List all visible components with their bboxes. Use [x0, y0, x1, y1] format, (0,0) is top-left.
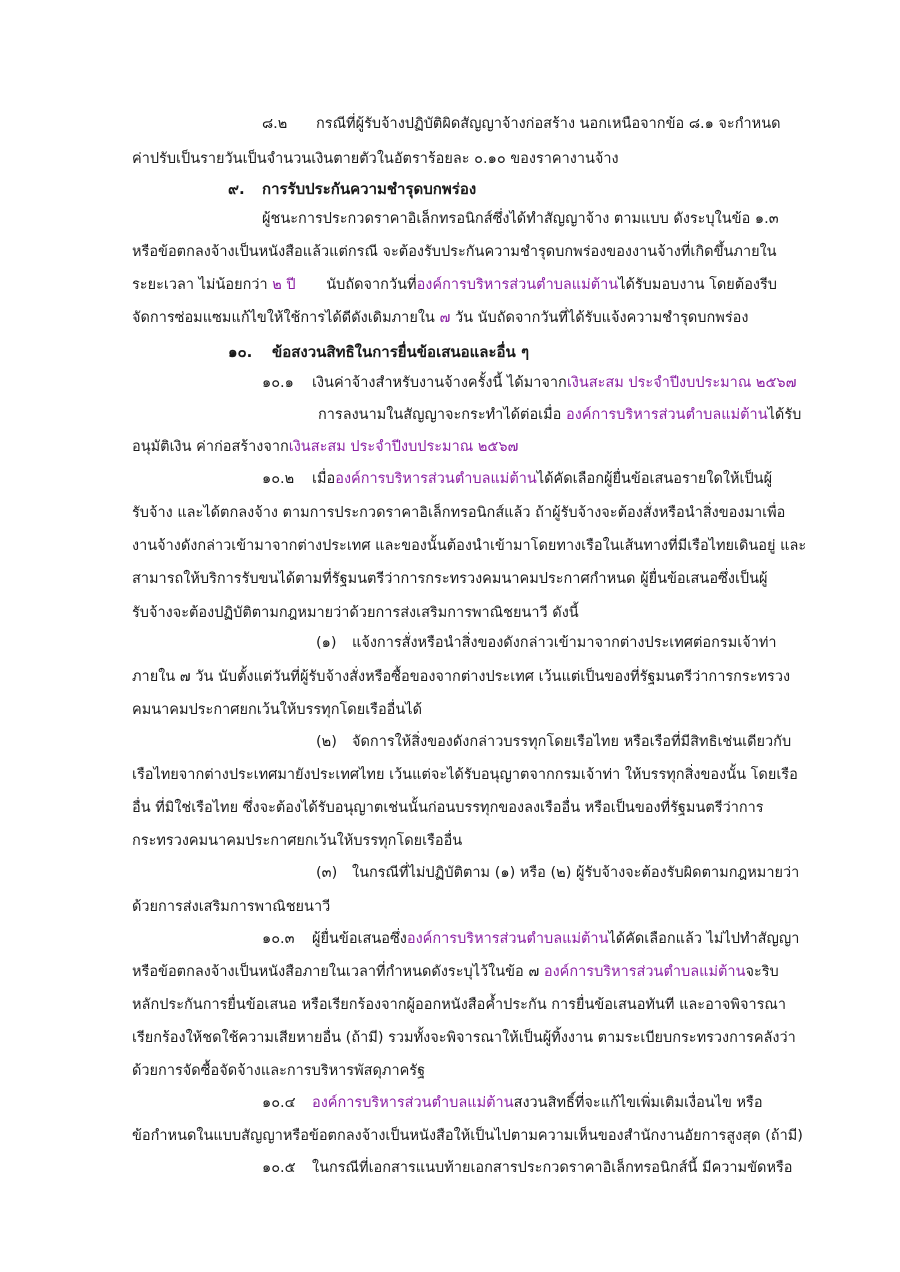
section-9-para-line-1: ผู้ชนะการประกวดราคาอิเล็กทรอนิกส์ซึ่งได้ทำสัญญาจ้าง ตามแบบ ดังระบุในข้อ ๑.๓ [262, 211, 779, 227]
budget-source: เงินสะสม ประจำปีงบประมาณ ๒๕๖๗ [288, 439, 519, 455]
agency-name: องค์การบริหารส่วนตำบลแม่ต้าน [416, 277, 619, 293]
clause-10-3-line-1: ๑๐.๓ ผู้ยื่นข้อเสนอซึ่งองค์การบริหารส่วนตำบลแม่ต้านได้คัดเลือกแล้ว ไม่ไปทำสัญญา [262, 928, 799, 950]
clause-10-2-line-5: รับจ้างจะต้องปฏิบัติตามกฎหมายว่าด้วยการส่งเสริมการพาณิชยนาวี ดังนี้ [132, 605, 579, 621]
section-number: ๑๐. [228, 343, 253, 361]
item-1-line-2: ภายใน ๗ วัน นับตั้งแต่วันที่ผู้รับจ้างสั่งหรือซื้อของจากต่างประเทศ เว้นแต่เป็นของที่รัฐมนตรีว่าการกระทรวง [132, 669, 791, 685]
item-number: (๒) [316, 734, 337, 750]
agency-name: องค์การบริหารส่วนตำบลแม่ต้าน [543, 964, 746, 980]
clause-text: กรณีที่ผู้รับจ้างปฏิบัติผิดสัญญาจ้างก่อสร้าง นอกเหนือจากข้อ ๘.๑ จะกำหนด [316, 116, 781, 132]
clause-10-4-line-2: ข้อกำหนดในแบบสัญญาหรือข้อตกลงจ้างเป็นหนังสือให้เป็นไปตามความเห็นของสำนักงานอัยการสูงสุด (ถ้ามี) [132, 1128, 803, 1144]
clause-10-2-line-2: รับจ้าง และได้ตกลงจ้าง ตามการประกวดราคาอิเล็กทรอนิกส์แล้ว ถ้าผู้รับจ้างจะต้องสั่งหรือนำสิ่งของมาเพื่อ [132, 505, 786, 521]
clause-10-4-line-1: ๑๐.๔ องค์การบริหารส่วนตำบลแม่ต้านสงวนสิทธิ์ที่จะแก้ไขเพิ่มเติมเงื่อนไข หรือ [262, 1092, 763, 1114]
item-1-line-3: คมนาคมประกาศยกเว้นให้บรรทุกโดยเรืออื่นได้ [132, 702, 422, 718]
agency-name: องค์การบริหารส่วนตำบลแม่ต้าน [406, 931, 609, 947]
clause-10-3-line-4: เรียกร้องให้ชดใช้ความเสียหายอื่น (ถ้ามี) รวมทั้งจะพิจารณาให้เป็นผู้ทิ้งงาน ตามระเบียบกระทรวงการคลังว่า [132, 1030, 796, 1046]
agency-name: องค์การบริหารส่วนตำบลแม่ต้าน [312, 1095, 514, 1111]
clause-10-1-line-3: อนุมัติเงิน ค่าก่อสร้างจากเงินสะสม ประจำปีงบประมาณ ๒๕๖๗ [132, 439, 519, 455]
section-10-heading [228, 341, 529, 363]
warranty-period: ๒ ปี [272, 277, 296, 293]
clause-8-2-line-2: ค่าปรับเป็นรายวันเป็นจำนวนเงินตายตัวในอัตราร้อยละ ๐.๑๐ ของราคางานจ้าง [132, 151, 619, 167]
section-9-heading [228, 178, 476, 200]
section-title: การรับประกันความชำรุดบกพร่อง [262, 180, 477, 198]
item-number: (๑) [316, 635, 337, 651]
clause-10-3-line-3: หลักประกันการยื่นข้อเสนอ หรือเรียกร้องจากผู้ออกหนังสือค้ำประกัน การยื่นข้อเสนอทันที และอาจพิจารณา [132, 997, 787, 1013]
item-2-line-4: กระทรวงคมนาคมประกาศยกเว้นให้บรรทุกโดยเรืออื่น [132, 833, 463, 849]
section-title: ข้อสงวนสิทธิในการยื่นข้อเสนอและอื่น ๆ [272, 343, 530, 361]
item-number: (๓) [316, 865, 338, 881]
clause-10-2-line-4: สามารถให้บริการรับขนได้ตามที่รัฐมนตรีว่าการกระทรวงคมนาคมประกาศกำหนด ผู้ยื่นข้อเสนอซึ่งเป็นผู้ [132, 571, 768, 587]
clause-10-5-line-1: ๑๐.๕ ในกรณีที่เอกสารแนบท้ายเอกสารประกวดราคาอิเล็กทรอนิกส์นี้ มีความขัดหรือ [262, 1157, 793, 1179]
clause-number: ๑๐.๑ [262, 375, 294, 391]
clause-10-3-line-5: ด้วยการจัดซื้อจัดจ้างและการบริหารพัสดุภาครัฐ [132, 1063, 426, 1079]
clause-number: ๑๐.๔ [262, 1095, 296, 1111]
section-number: ๙. [228, 180, 245, 198]
clause-10-1-line-2: การลงนามในสัญญาจะกระทำได้ต่อเมื่อ องค์การบริหารส่วนตำบลแม่ต้านได้รับ [318, 407, 802, 423]
clause-number: ๑๐.๓ [262, 931, 295, 947]
item-2-line-1: (๒) จัดการให้สิ่งของดังกล่าวบรรทุกโดยเรือไทย หรือเรือที่มีสิทธิเช่นเดียวกับ [316, 731, 791, 753]
item-3-line-1: (๓) ในกรณีที่ไม่ปฏิบัติตาม (๑) หรือ (๒) ผู้รับจ้างจะต้องรับผิดตามกฎหมายว่า [316, 862, 799, 884]
agency-name: องค์การบริหารส่วนตำบลแม่ต้าน [335, 471, 537, 487]
item-3-line-2: ด้วยการส่งเสริมการพาณิชยนาวี [132, 899, 331, 915]
clause-10-2-line-3: งานจ้างดังกล่าวเข้ามาจากต่างประเทศ และของนั้นต้องนำเข้ามาโดยทางเรือในเส้นทางที่มีเรือไทยเดินอยู่ และ [132, 538, 807, 554]
clause-10-1-line-1: ๑๐.๑ เงินค่าจ้างสำหรับงานจ้างครั้งนี้ ได้มาจากเงินสะสม ประจำปีงบประมาณ ๒๕๖๗ [262, 372, 797, 394]
clause-10-3-line-2: หรือข้อตกลงจ้างเป็นหนังสือภายในเวลาที่กำหนดดังระบุไว้ในข้อ ๗ องค์การบริหารส่วนตำบลแม่ต้านจะริบ [132, 964, 779, 980]
section-9-para-line-4: จัดการซ่อมแซมแก้ไขให้ใช้การได้ดีดังเดิมภายใน ๗ วัน นับถัดจากวันที่ได้รับแจ้งความชำรุดบกพร่อง [132, 310, 749, 326]
item-1-line-1: (๑) แจ้งการสั่งหรือนำสิ่งของดังกล่าวเข้ามาจากต่างประเทศต่อกรมเจ้าท่า [316, 632, 777, 654]
clause-8-2-line-1 [262, 113, 781, 135]
clause-10-2-line-1: ๑๐.๒ เมื่อองค์การบริหารส่วนตำบลแม่ต้านได้คัดเลือกผู้ยื่นข้อเสนอรายใดให้เป็นผู้ [262, 468, 772, 490]
section-9-para-line-2: หรือข้อตกลงจ้างเป็นหนังสือแล้วแต่กรณี จะต้องรับประกันความชำรุดบกพร่องของงานจ้างที่เกิดขึ้นภายใน [132, 244, 777, 260]
item-2-line-3: อื่น ที่มิใช่เรือไทย ซึ่งจะต้องได้รับอนุญาตเช่นนั้นก่อนบรรทุกของลงเรืออื่น หรือเป็นของที่รัฐมนตรีว่าการ [132, 800, 764, 816]
budget-source: เงินสะสม ประจำปีงบประมาณ ๒๕๖๗ [566, 375, 797, 391]
clause-number: ๑๐.๕ [262, 1160, 296, 1176]
clause-number: ๘.๒ [262, 116, 288, 132]
section-9-para-line-3: ระยะเวลา ไม่น้อยกว่า ๒ ปี นับถัดจากวันที่องค์การบริหารส่วนตำบลแม่ต้านได้รับมอบงาน โดยต้องรีบ [132, 277, 778, 293]
clause-number: ๑๐.๒ [262, 471, 295, 487]
agency-name: องค์การบริหารส่วนตำบลแม่ต้าน [566, 407, 768, 423]
item-2-line-2: เรือไทยจากต่างประเทศมายังประเทศไทย เว้นแต่จะได้รับอนุญาตจากกรมเจ้าท่า ให้บรรทุกสิ่งของนั้น โดยเรือ [132, 767, 798, 783]
repair-days: ๗ [439, 310, 451, 326]
